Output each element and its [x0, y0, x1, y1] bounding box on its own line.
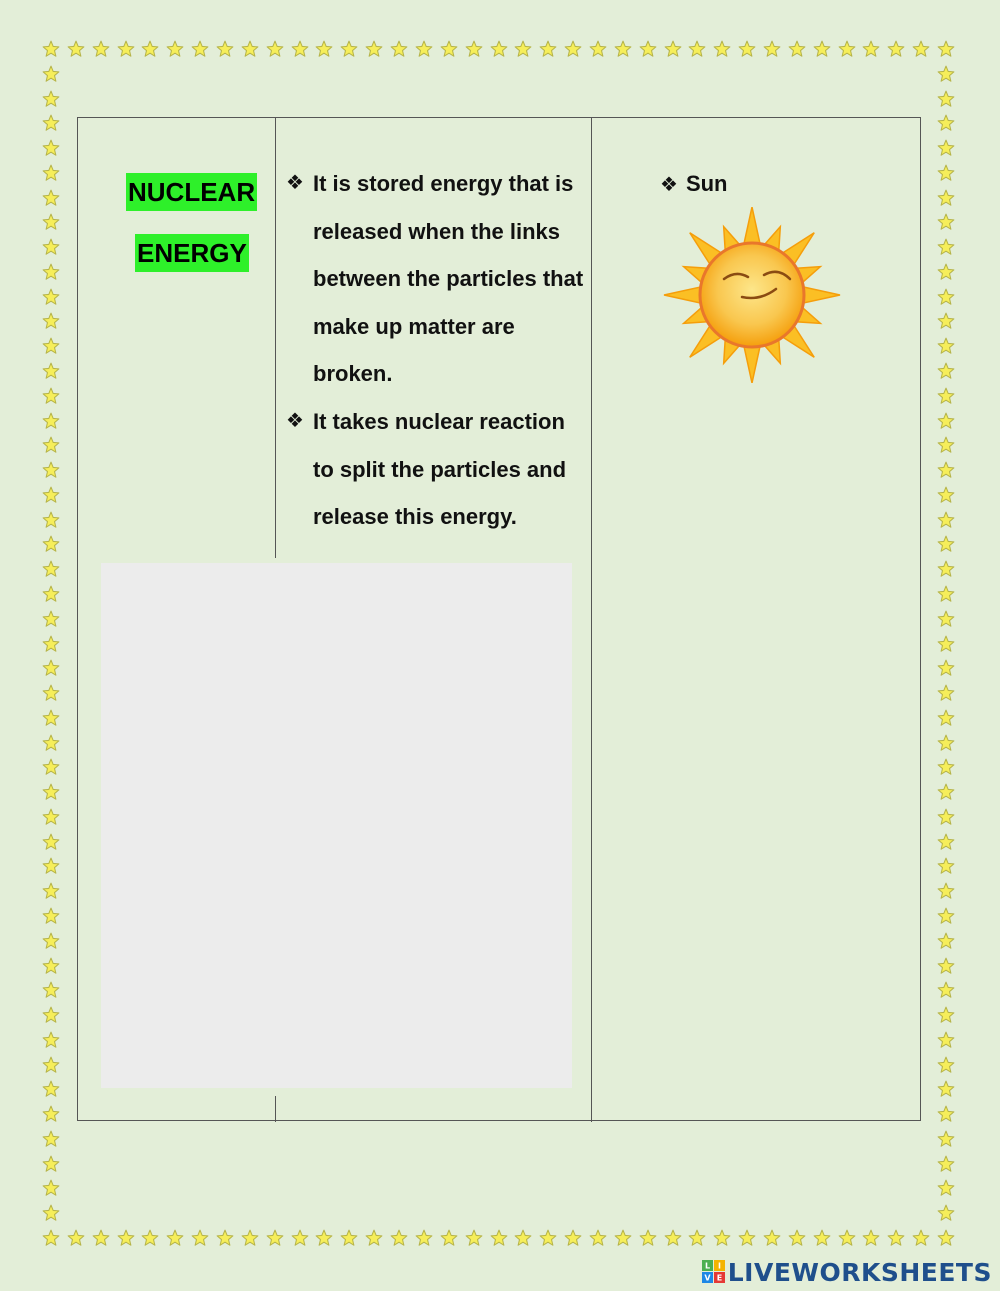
- star-icon: [688, 1229, 706, 1247]
- star-icon: [67, 40, 85, 58]
- star-icon: [42, 1179, 60, 1197]
- star-icon: [465, 40, 483, 58]
- star-icon: [564, 1229, 582, 1247]
- star-icon: [937, 40, 955, 58]
- star-icon: [42, 486, 60, 504]
- answer-drop-area[interactable]: [101, 563, 572, 1088]
- star-icon: [42, 610, 60, 628]
- star-icon: [813, 40, 831, 58]
- star-icon: [42, 535, 60, 553]
- star-icon: [42, 1130, 60, 1148]
- star-icon: [42, 114, 60, 132]
- star-icon: [862, 1229, 880, 1247]
- star-icon: [514, 40, 532, 58]
- diamond-bullet-icon: ❖: [286, 172, 304, 194]
- star-icon: [788, 1229, 806, 1247]
- star-icon: [42, 907, 60, 925]
- star-icon: [42, 337, 60, 355]
- star-icon: [117, 40, 135, 58]
- term-title-line2: ENERGY: [135, 234, 249, 272]
- star-icon: [937, 635, 955, 653]
- star-icon: [315, 1229, 333, 1247]
- star-icon: [315, 40, 333, 58]
- star-icon: [42, 833, 60, 851]
- star-icon: [937, 1155, 955, 1173]
- star-icon: [42, 263, 60, 281]
- star-icon: [887, 1229, 905, 1247]
- star-icon: [390, 40, 408, 58]
- star-icon: [266, 40, 284, 58]
- star-icon: [937, 1006, 955, 1024]
- star-icon: [166, 1229, 184, 1247]
- star-icon: [42, 1155, 60, 1173]
- star-icon: [937, 734, 955, 752]
- definition-text: It takes nuclear reaction to split the particles and release this energy.: [313, 408, 567, 530]
- star-icon: [440, 40, 458, 58]
- star-icon: [713, 1229, 731, 1247]
- star-icon: [937, 585, 955, 603]
- star-icon: [241, 1229, 259, 1247]
- star-icon: [937, 981, 955, 999]
- star-icon: [42, 808, 60, 826]
- star-icon: [614, 40, 632, 58]
- example-item: [660, 160, 728, 210]
- star-icon: [937, 362, 955, 380]
- star-icon: [937, 337, 955, 355]
- star-icon: [688, 40, 706, 58]
- star-icon: [291, 1229, 309, 1247]
- star-icon: [42, 857, 60, 875]
- star-icon: [216, 40, 234, 58]
- star-icon: [191, 1229, 209, 1247]
- star-icon: [937, 511, 955, 529]
- star-icon: [42, 882, 60, 900]
- star-icon: [514, 1229, 532, 1247]
- definition-bullet: [286, 160, 586, 398]
- definition-bullet: [286, 398, 586, 541]
- star-icon: [340, 40, 358, 58]
- svg-text:E: E: [716, 1273, 722, 1283]
- star-icon: [937, 90, 955, 108]
- star-icon: [539, 1229, 557, 1247]
- star-icon: [937, 857, 955, 875]
- star-icon: [166, 40, 184, 58]
- star-icon: [937, 659, 955, 677]
- star-icon: [42, 1006, 60, 1024]
- star-icon: [838, 40, 856, 58]
- star-icon: [639, 1229, 657, 1247]
- star-icon: [664, 40, 682, 58]
- star-icon: [42, 957, 60, 975]
- star-icon: [713, 40, 731, 58]
- star-icon: [937, 412, 955, 430]
- star-icon: [838, 1229, 856, 1247]
- star-icon: [937, 882, 955, 900]
- star-icon: [912, 40, 930, 58]
- svg-text:V: V: [704, 1273, 711, 1283]
- star-icon: [92, 1229, 110, 1247]
- star-icon: [937, 387, 955, 405]
- star-icon: [42, 164, 60, 182]
- column-divider-upper: [275, 118, 276, 558]
- sun-ray: [744, 207, 761, 246]
- star-icon: [67, 1229, 85, 1247]
- logo-badge-icon: [702, 1260, 726, 1284]
- star-icon: [937, 312, 955, 330]
- star-icon: [42, 981, 60, 999]
- example-label: Sun: [685, 171, 728, 196]
- star-icon: [937, 164, 955, 182]
- star-icon: [937, 1204, 955, 1222]
- star-icon: [862, 40, 880, 58]
- star-icon: [141, 40, 159, 58]
- star-icon: [763, 1229, 781, 1247]
- star-icon: [465, 1229, 483, 1247]
- star-icon: [241, 40, 259, 58]
- star-icon: [42, 40, 60, 58]
- star-icon: [912, 1229, 930, 1247]
- star-icon: [42, 1204, 60, 1222]
- star-icon: [42, 139, 60, 157]
- star-icon: [415, 40, 433, 58]
- star-icon: [937, 114, 955, 132]
- star-icon: [788, 40, 806, 58]
- star-icon: [42, 65, 60, 83]
- star-icon: [42, 932, 60, 950]
- logo-text: LIVEWORKSHEETS: [727, 1257, 992, 1287]
- star-icon: [42, 362, 60, 380]
- column-divider-right: [591, 118, 592, 1122]
- star-icon: [42, 189, 60, 207]
- sun-ray: [664, 287, 703, 304]
- star-icon: [42, 560, 60, 578]
- star-icon: [937, 1105, 955, 1123]
- star-icon: [937, 535, 955, 553]
- star-icon: [266, 1229, 284, 1247]
- star-icon: [937, 1056, 955, 1074]
- star-icon: [937, 957, 955, 975]
- star-icon: [639, 40, 657, 58]
- star-icon: [42, 436, 60, 454]
- star-icon: [42, 585, 60, 603]
- star-icon: [191, 40, 209, 58]
- star-icon: [937, 461, 955, 479]
- star-icon: [539, 40, 557, 58]
- star-icon: [42, 783, 60, 801]
- smiling-sun-icon: [660, 207, 844, 383]
- star-icon: [42, 1229, 60, 1247]
- star-icon: [937, 288, 955, 306]
- star-icon: [42, 1031, 60, 1049]
- star-icon: [937, 833, 955, 851]
- star-icon: [937, 1179, 955, 1197]
- star-icon: [614, 1229, 632, 1247]
- star-icon: [937, 139, 955, 157]
- column-divider-lower: [275, 1096, 276, 1122]
- star-icon: [763, 40, 781, 58]
- star-icon: [42, 1056, 60, 1074]
- star-icon: [738, 40, 756, 58]
- star-icon: [490, 1229, 508, 1247]
- diamond-bullet-icon: ❖: [286, 409, 304, 432]
- star-icon: [42, 1080, 60, 1098]
- term-title-line1: NUCLEAR: [126, 173, 257, 211]
- sun-ray: [801, 287, 840, 304]
- star-icon: [937, 263, 955, 281]
- svg-text:I: I: [717, 1261, 721, 1271]
- star-icon: [490, 40, 508, 58]
- star-icon: [291, 40, 309, 58]
- star-icon: [117, 1229, 135, 1247]
- star-icon: [440, 1229, 458, 1247]
- definition-text: It is stored energy that is released when the links between the particles that make up matter are broken.: [313, 171, 584, 387]
- star-icon: [42, 461, 60, 479]
- star-icon: [937, 1080, 955, 1098]
- star-icon: [937, 1229, 955, 1247]
- star-icon: [937, 610, 955, 628]
- star-icon: [937, 907, 955, 925]
- star-icon: [937, 709, 955, 727]
- star-icon: [42, 312, 60, 330]
- star-icon: [92, 40, 110, 58]
- star-icon: [937, 560, 955, 578]
- star-icon: [564, 40, 582, 58]
- diamond-bullet-icon: ❖: [660, 174, 678, 196]
- star-icon: [42, 238, 60, 256]
- star-icon: [42, 387, 60, 405]
- star-icon: [42, 758, 60, 776]
- star-icon: [216, 1229, 234, 1247]
- star-icon: [42, 734, 60, 752]
- star-icon: [937, 65, 955, 83]
- star-icon: [937, 1031, 955, 1049]
- star-icon: [42, 684, 60, 702]
- star-icon: [365, 40, 383, 58]
- star-icon: [887, 40, 905, 58]
- svg-text:L: L: [704, 1261, 710, 1271]
- star-icon: [589, 1229, 607, 1247]
- star-icon: [937, 486, 955, 504]
- star-icon: [415, 1229, 433, 1247]
- star-icon: [42, 412, 60, 430]
- star-icon: [937, 189, 955, 207]
- star-icon: [813, 1229, 831, 1247]
- star-icon: [664, 1229, 682, 1247]
- star-icon: [42, 288, 60, 306]
- liveworksheets-logo: [702, 1257, 992, 1287]
- star-icon: [340, 1229, 358, 1247]
- star-icon: [937, 1130, 955, 1148]
- star-icon: [937, 684, 955, 702]
- sun-ray: [744, 344, 761, 383]
- definition-list: [286, 160, 586, 541]
- star-icon: [738, 1229, 756, 1247]
- star-icon: [42, 90, 60, 108]
- star-icon: [42, 1105, 60, 1123]
- star-icon: [937, 213, 955, 231]
- star-icon: [937, 436, 955, 454]
- star-icon: [937, 238, 955, 256]
- star-icon: [937, 758, 955, 776]
- star-icon: [42, 635, 60, 653]
- star-icon: [42, 709, 60, 727]
- star-icon: [937, 783, 955, 801]
- star-icon: [937, 932, 955, 950]
- star-icon: [141, 1229, 159, 1247]
- star-icon: [42, 213, 60, 231]
- star-icon: [589, 40, 607, 58]
- star-icon: [42, 659, 60, 677]
- star-icon: [937, 808, 955, 826]
- star-icon: [365, 1229, 383, 1247]
- star-icon: [390, 1229, 408, 1247]
- star-icon: [42, 511, 60, 529]
